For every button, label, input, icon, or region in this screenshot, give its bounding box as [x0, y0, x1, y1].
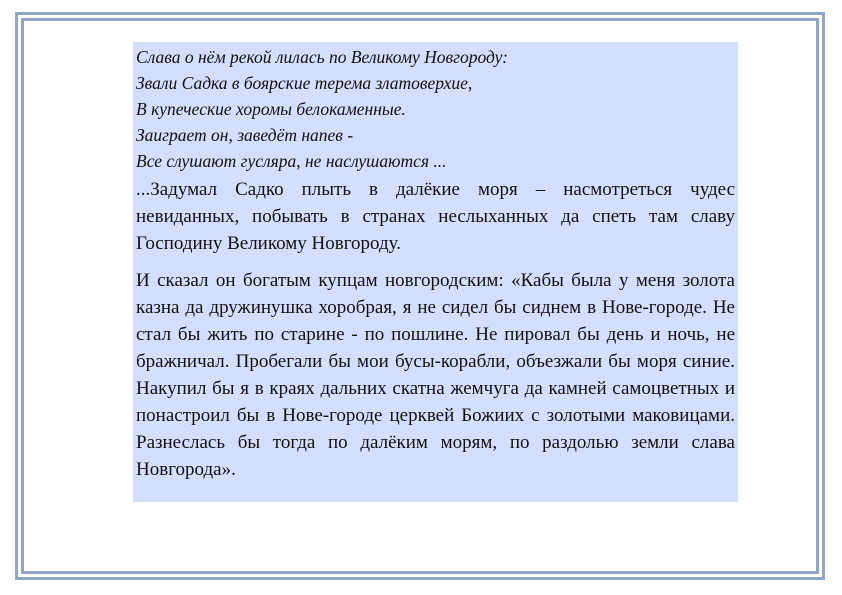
paragraph-speech: И сказал он богатым купцам новгородским: «Кабы была у меня золота казна да дружинушка хоробрая, я не сидел бы сиднем в Нове-городе. Не стал бы жить по старине - по пошлине. Не пировал бы день и ночь, не бражничал. Пробегали бы мои бусы-корабли, объезжали бы моря синие. Накупил бы я в краях дальних скатна жемчуга да камней самоцветных и понастроил бы в Нове-городе церквей Божиих с золотыми маковицами. Разнеслась бы тогда по далёким морям, по раздолью земли слава Новгорода».: [136, 270, 735, 480]
text-panel: [133, 42, 738, 502]
verse-line: Звали Садка в боярские терема златоверхие,: [136, 73, 473, 93]
paragraph-voyage: ...Задумал Садко плыть в далёкие моря – насмотреться чудес невиданных, побывать в странах неслыханных да спеть там славу Господину Великому Новгороду.: [136, 179, 735, 254]
verse-block: [136, 44, 735, 174]
verse-line: Все слушают гусляра, не наслушаются ...: [136, 151, 447, 171]
verse-line: Слава о нём рекой лилась по Великому Новгороду:: [136, 47, 508, 67]
verse-line: Заиграет он, заведёт напев -: [136, 125, 354, 145]
verse-line: В купеческие хоромы белокаменные.: [136, 99, 406, 119]
